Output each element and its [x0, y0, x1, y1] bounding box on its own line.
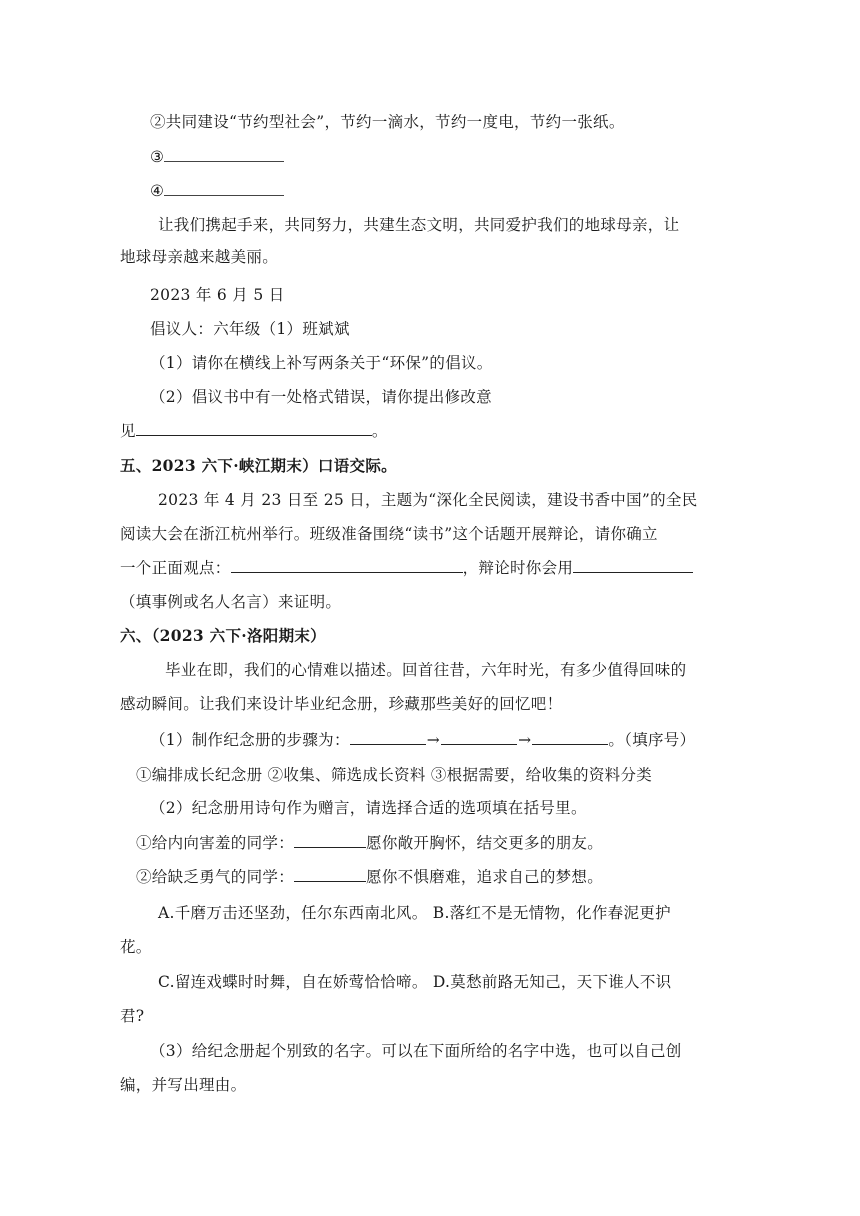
step-3-blank[interactable]: [532, 729, 608, 745]
introvert-blank[interactable]: [294, 832, 366, 848]
section-5-heading: 五、2023 六下·峡江期末）口语交际。: [120, 456, 397, 475]
question-1: （1）请你在横线上补写两条关于“环保”的倡议。: [150, 354, 493, 372]
question-2-line-2: [120, 420, 388, 442]
courage-blank[interactable]: [294, 866, 366, 882]
viewpoint-label: 一个正面观点：: [120, 559, 231, 577]
item-3-marker: ③: [150, 148, 165, 166]
section-5-line-1: 2023 年 4 月 23 日至 25 日，主题为“深化全民阅读，建设书香中国”的全民: [158, 491, 698, 509]
steps-suffix: 。（填序号）: [608, 731, 696, 749]
name-question-line-1: （3）给纪念册起个别致的名字。可以在下面所给的名字中选，也可以自己创: [150, 1042, 682, 1060]
proposal-item-3: [150, 146, 284, 168]
evidence-label: ，辩论时你会用: [462, 559, 574, 577]
poem-question: （2）纪念册用诗句作为赠言，请选择合适的选项填在括号里。: [150, 799, 587, 817]
item-3-blank[interactable]: [164, 146, 284, 162]
section-5-line-3: [120, 557, 693, 579]
poem-options-cd-cont: 君?: [120, 1007, 145, 1025]
steps-label: （1）制作纪念册的步骤为：: [150, 731, 350, 749]
section-6-intro-line-1: 毕业在即，我们的心情难以描述。回首往昔，六年时光，有多少值得回味的: [165, 661, 687, 679]
question-2-period: 。: [371, 422, 388, 440]
poem-options-ab-cont: 花。: [120, 938, 152, 956]
steps-question: [150, 729, 695, 751]
steps-options: ①编排成长纪念册 ②收集、筛选成长资料 ③根据需要，给收集的资料分类: [136, 766, 653, 784]
step-2-blank[interactable]: [441, 729, 517, 745]
closing-paragraph-line-2: 地球母亲越来越美丽。: [120, 248, 279, 266]
closing-paragraph-line-1: 让我们携起手来，共同努力，共建生态文明，共同爱护我们的地球母亲，让: [158, 216, 680, 234]
poem-blank-introvert: [136, 832, 603, 854]
name-question-line-2: 编，并写出理由。: [120, 1076, 247, 1094]
poem-blank-courage: [136, 866, 603, 888]
courage-wish: 愿你不惧磨难，追求自己的梦想。: [366, 868, 604, 886]
question-2-line-1: （2）倡议书中有一处格式错误，请你提出修改意: [150, 388, 492, 406]
item-4-marker: ④: [150, 182, 165, 200]
section-5-line-4: （填事例或名人名言）来证明。: [120, 593, 342, 611]
step-1-blank[interactable]: [350, 729, 426, 745]
introvert-label: ①给内向害羞的同学：: [136, 834, 295, 852]
proposal-item-2: ②共同建设“节约型社会”，节约一滴水，节约一度电，节约一张纸。: [150, 113, 625, 131]
proposal-signer: 倡议人：六年级（1）班斌斌: [150, 320, 350, 338]
arrow-icon: →: [518, 731, 532, 749]
section-5-line-2: 阅读大会在浙江杭州举行。班级准备围绕“读书”这个话题开展辩论，请你确立: [120, 525, 658, 543]
courage-label: ②给缺乏勇气的同学：: [136, 868, 295, 886]
section-6-heading: 六、（2023 六下·洛阳期末）: [120, 626, 326, 645]
poem-options-ab: A.千磨万击还坚劲，任尔东西南北风。 B.落红不是无情物，化作春泥更护: [158, 904, 671, 922]
poem-options-cd: C.留连戏蝶时时舞，自在娇莺恰恰啼。 D.莫愁前路无知己，天下谁人不识: [158, 973, 672, 991]
item-4-blank[interactable]: [164, 180, 284, 196]
introvert-wish: 愿你敞开胸怀，结交更多的朋友。: [366, 834, 604, 852]
proposal-item-4: [150, 180, 284, 202]
question-2-tail: 见: [120, 422, 136, 440]
viewpoint-blank[interactable]: [231, 557, 463, 573]
proposal-date: 2023 年 6 月 5 日: [150, 286, 285, 304]
evidence-blank[interactable]: [573, 557, 693, 573]
arrow-icon: →: [426, 731, 441, 749]
section-6-intro-line-2: 感动瞬间。让我们来设计毕业纪念册，珍藏那些美好的回忆吧！: [120, 695, 563, 713]
format-fix-blank[interactable]: [136, 420, 372, 436]
